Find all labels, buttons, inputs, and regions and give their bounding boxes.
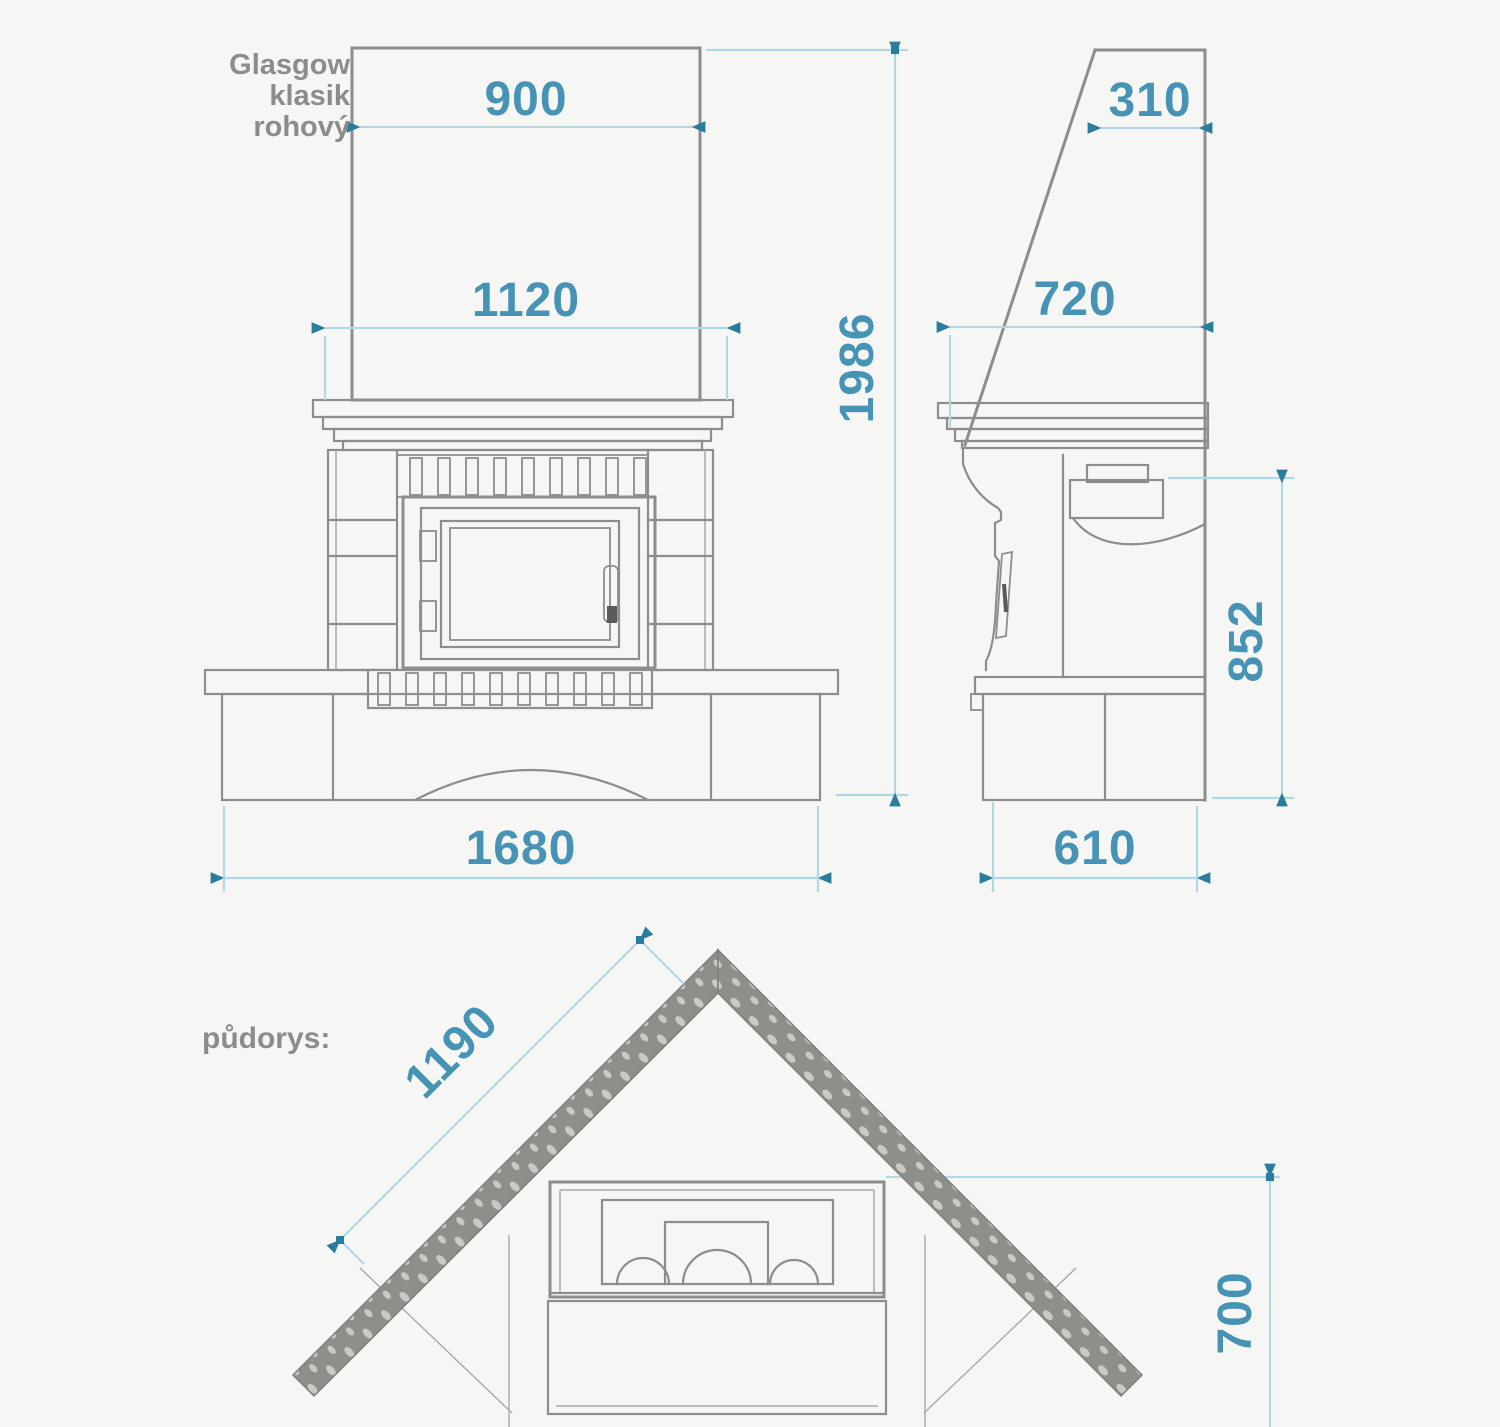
plan-dome-left [617, 1258, 669, 1284]
base-arch [415, 770, 648, 800]
plan-hearth [548, 1301, 886, 1414]
plan-view-label: půdorys: [202, 1022, 331, 1055]
title-line-2: klasik [269, 80, 350, 112]
dim-front-mantel-width: 1120 [471, 274, 581, 327]
plan-dome-right [770, 1260, 818, 1284]
insert-body [1070, 480, 1163, 518]
base-plinth [222, 694, 820, 800]
drawing-title [170, 50, 350, 143]
plan-firebox [602, 1200, 833, 1284]
dim-plan-corner-depth: 700 [1209, 1271, 1262, 1355]
plan-flue-box [665, 1222, 768, 1284]
front-view [205, 48, 838, 800]
title-line-1: Glasgow [229, 49, 350, 81]
plan-dome-center [683, 1250, 751, 1284]
plan-view [293, 950, 1280, 1427]
insert-dome [1073, 518, 1205, 544]
corner-wall-right [718, 950, 1142, 1396]
hearth-bench-side [975, 677, 1205, 694]
dim-firebox-height: 852 [1220, 599, 1273, 683]
title-line-3: rohový [253, 111, 350, 143]
mantel-shelf [313, 400, 733, 417]
dentil-band-bottom [368, 670, 652, 708]
door-hinge-top [420, 531, 436, 561]
base-plinth-side [983, 694, 1205, 800]
firebox-door [421, 508, 639, 659]
dim-side-mantel-depth: 720 [1033, 273, 1117, 326]
dim-side-base-depth: 610 [1053, 822, 1137, 875]
dim-total-height: 1986 [831, 312, 884, 424]
dim-front-top-width: 900 [484, 73, 568, 126]
dim-side-top-depth: 310 [1108, 74, 1192, 127]
firebox-glass [450, 528, 610, 640]
dentil-band-top [410, 458, 646, 495]
door-handle-grip [607, 606, 617, 623]
dimension-lines [224, 46, 1294, 1427]
door-hinge-bottom [420, 601, 436, 631]
dim-plan-wall-length: 1190 [394, 994, 509, 1109]
side-view [938, 50, 1208, 800]
dim-front-base-width: 1680 [465, 822, 577, 875]
